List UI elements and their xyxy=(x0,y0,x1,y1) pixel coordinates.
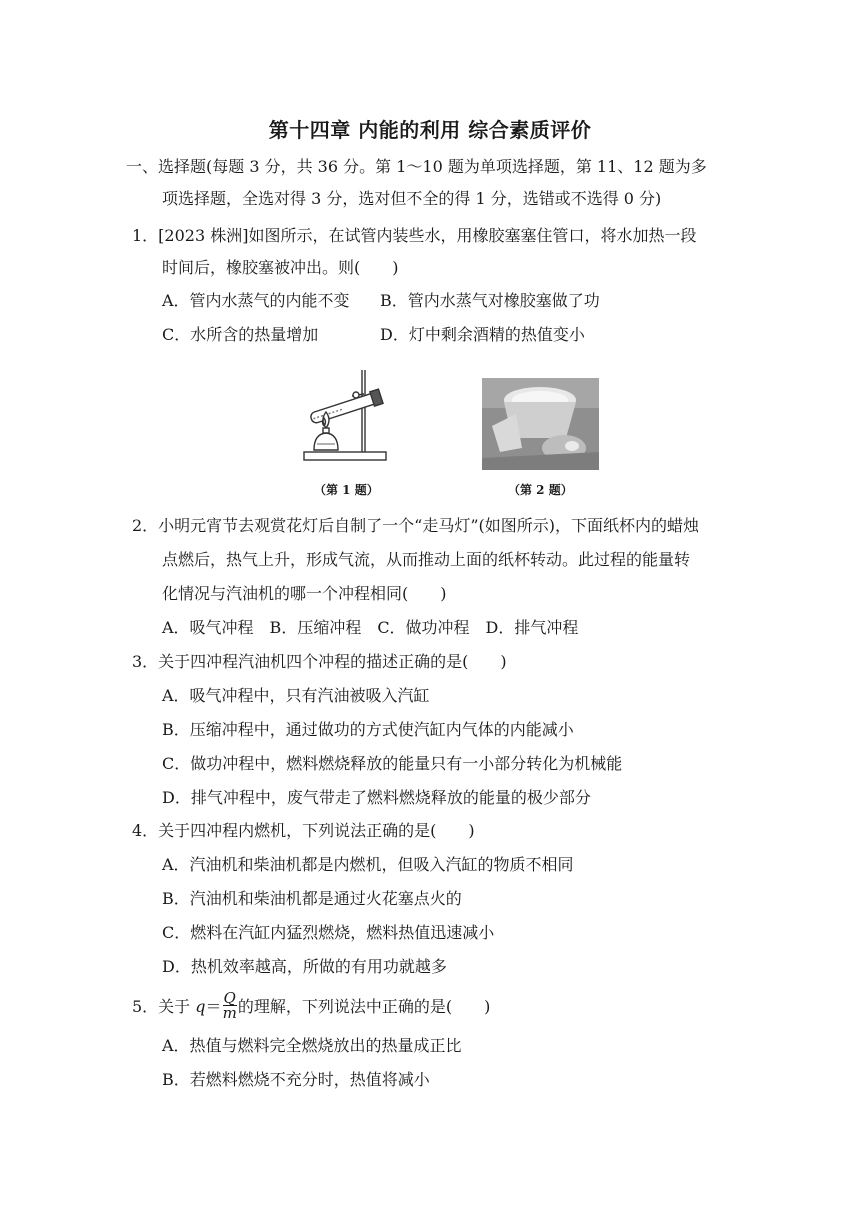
q2-stem-line-2: 点燃后，热气上升，形成气流，从而推动上面的纸杯转动。此过程的能量转 xyxy=(162,550,691,569)
q5-equals: ＝ xyxy=(205,997,222,1016)
q5-fraction xyxy=(223,991,237,1020)
figure-1-caption: （第 1 题） xyxy=(314,483,379,497)
figure-2-lantern-photo xyxy=(482,378,599,470)
page-title: 第十四章 内能的利用 综合素质评价 xyxy=(268,118,592,142)
q3-option-a: A．吸气冲程中，只有汽油被吸入汽缸 xyxy=(162,686,430,705)
q1-stem-line-1: 1．[2023 株洲]如图所示，在试管内装些水，用橡胶塞塞住管口，将水加热一段 xyxy=(132,226,697,245)
q5-variable-q: q xyxy=(195,997,206,1016)
q4-option-a: A．汽油机和柴油机都是内燃机，但吸入汽缸的物质不相同 xyxy=(162,855,574,874)
q1-option-b: B．管内水蒸气对橡胶塞做了功 xyxy=(380,291,600,310)
section-heading-line-1: 一、选择题(每题 3 分，共 36 分。第 1～10 题为单项选择题，第 11、12 题为多 xyxy=(126,157,707,176)
figure-1-test-tube-apparatus xyxy=(300,364,390,468)
q1-option-a: A．管内水蒸气的内能不变 xyxy=(162,291,350,310)
section-heading-line-2: 项选择题，全选对得 3 分，选对但不全的得 1 分，选错或不选得 0 分) xyxy=(162,189,662,208)
q4-stem: 4．关于四冲程内燃机，下列说法正确的是( ) xyxy=(132,821,475,840)
q5-stem xyxy=(132,989,491,1022)
figure-2-caption: （第 2 题） xyxy=(508,483,573,497)
q5-stem-prefix: 5．关于 xyxy=(132,997,196,1016)
q3-option-d: D．排气冲程中，废气带走了燃料燃烧释放的能量的极少部分 xyxy=(162,788,591,807)
q4-option-c: C．燃料在汽缸内猛烈燃烧，燃料热值迅速减小 xyxy=(162,923,495,942)
q1-stem-line-2: 时间后，橡胶塞被冲出。则( ) xyxy=(162,258,399,277)
q2-options: A．吸气冲程 B．压缩冲程 C．做功冲程 D．排气冲程 xyxy=(162,618,579,637)
q1-option-c: C．水所含的热量增加 xyxy=(162,325,319,344)
q5-stem-suffix: 的理解，下列说法中正确的是( ) xyxy=(237,997,491,1016)
q5-option-a: A．热值与燃料完全燃烧放出的热量成正比 xyxy=(162,1036,462,1055)
q5-fraction-denominator: m xyxy=(222,1004,237,1022)
q5-option-b: B．若燃料燃烧不充分时，热值将减小 xyxy=(162,1070,430,1089)
q3-option-b: B．压缩冲程中，通过做功的方式使汽缸内气体的内能减小 xyxy=(162,720,574,739)
q5-fraction-numerator: Q xyxy=(223,989,236,1007)
q2-stem-line-3: 化情况与汽油机的哪一个冲程相同( ) xyxy=(162,584,447,603)
q3-stem: 3．关于四冲程汽油机四个冲程的描述正确的是( ) xyxy=(132,652,507,671)
q1-option-d: D．灯中剩余酒精的热值变小 xyxy=(380,325,585,344)
q4-option-b: B．汽油机和柴油机都是通过火花塞点火的 xyxy=(162,889,462,908)
q3-option-c: C．做功冲程中，燃料燃烧释放的能量只有一小部分转化为机械能 xyxy=(162,754,623,773)
q4-option-d: D．热机效率越高，所做的有用功就越多 xyxy=(162,957,447,976)
q2-stem-line-1: 2．小明元宵节去观赏花灯后自制了一个“走马灯”(如图所示)，下面纸杯内的蜡烛 xyxy=(132,516,700,535)
